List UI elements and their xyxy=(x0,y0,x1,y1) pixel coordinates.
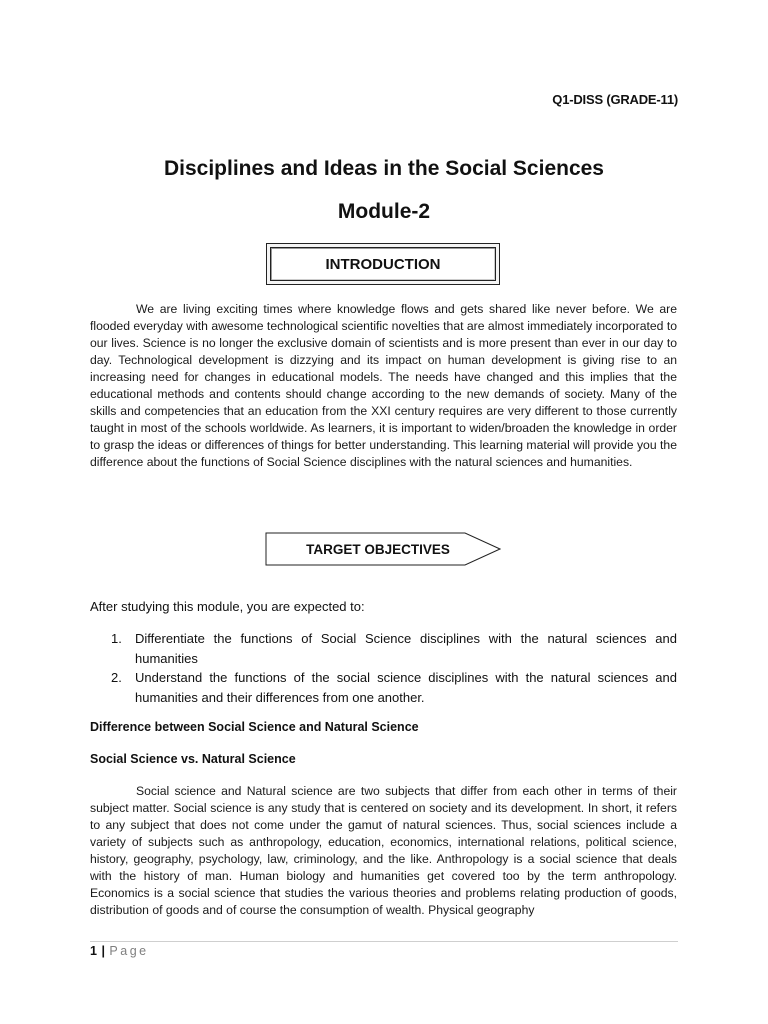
objective-item xyxy=(90,629,677,668)
introduction-label: INTRODUCTION xyxy=(270,247,496,281)
objective-text: Understand the functions of the social science disciplines with the natural sciences and humanities and their differences from one another. xyxy=(135,670,677,705)
footer-separator: | xyxy=(101,944,106,958)
document-title: Disciplines and Ideas in the Social Sciences xyxy=(163,157,604,180)
objective-item xyxy=(90,668,677,707)
module-title: Module-2 xyxy=(337,200,431,223)
page-number: 1 xyxy=(90,944,98,958)
section-paragraph xyxy=(90,783,677,919)
section-text: Social science and Natural science are two subjects that differ from each other in terms of their subject matter. Social science is any study that is centered on society and its development. In short, it refers to any subject that does not come under the gamut of natural sciences. Thus, social sciences include a variety of subjects such as anthropology, education, economics, international relations, political science, history, geography, psychology, law, criminology, and the like. Anthropology is a social science that deals with the history of man. Human biology and humanities get covered too by the term anthropology. Economics is a social science that studies the various theories and problems relating production of goods, distribution of goods and of course the consumption of wealth. Physical geography xyxy=(90,784,677,917)
introduction-text: We are living exciting times where knowledge flows and gets shared like never before. We are flooded everyday with awesome technological scientific novelties that are almost immediately incorporated to our lives. Science is no longer the exclusive domain of scientists and is more present than ever in our day to day. Technological development is dizzying and its impact on human development is giving rise to an increasing need for changes in educational models. The needs have changed and this implies that the educational methods and contents should change according to the new demands of society. Many of the skills and competencies that an education from the XXI century requires are very different to those currently taught in most of the schools worldwide. As learners, it is important to widen/broaden the knowledge in order to grasp the ideas or differences of things for better understanding. This learning material will provide you the difference about the functions of Social Science disciplines with the natural sciences and humanities. xyxy=(90,302,677,469)
objectives-lead: After studying this module, you are expected to: xyxy=(90,599,365,614)
page-label: Page xyxy=(109,944,149,958)
target-objectives-label: TARGET OBJECTIVES xyxy=(306,541,450,557)
section-subheading: Social Science vs. Natural Science xyxy=(90,752,296,766)
page-footer xyxy=(90,944,149,958)
introduction-box xyxy=(266,243,500,285)
objective-text: Differentiate the functions of Social Science disciplines with the natural sciences and humanities xyxy=(135,631,677,666)
objective-number: 2. xyxy=(111,670,122,685)
footer-divider xyxy=(90,941,678,942)
section-heading: Difference between Social Science and Natural Science xyxy=(90,720,419,734)
introduction-paragraph xyxy=(90,301,677,471)
objectives-list xyxy=(90,629,677,707)
objective-number: 1. xyxy=(111,631,122,646)
course-code: Q1-DISS (GRADE-11) xyxy=(552,92,678,107)
